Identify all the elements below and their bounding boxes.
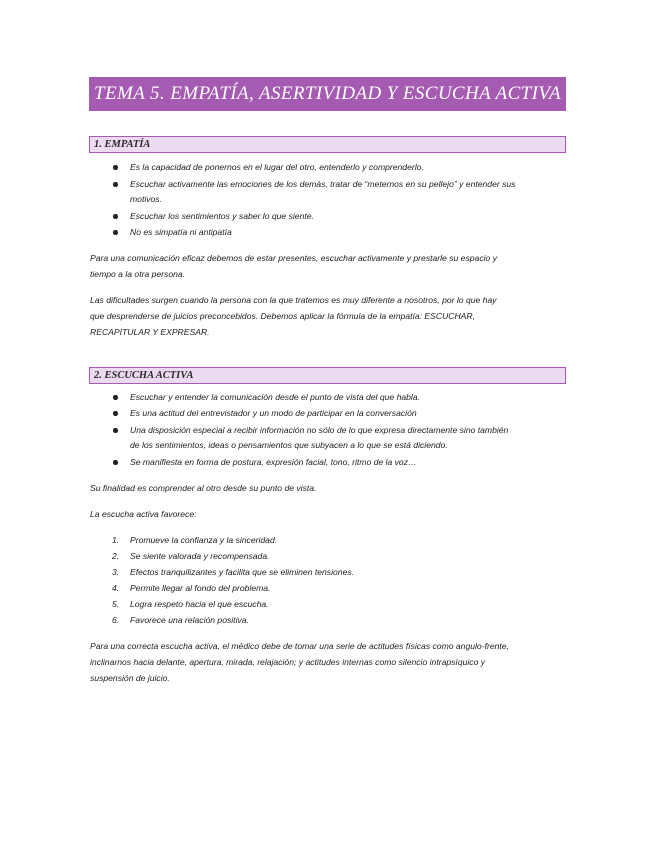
paragraph-line: suspensión de juicio. — [90, 673, 170, 683]
bullet — [113, 411, 118, 416]
list-item: Es una actitud del entrevistador y un modo de participar en la conversación — [130, 408, 417, 418]
list-item: Es la capacidad de ponernos en el lugar del otro, entenderlo y comprenderlo. — [130, 162, 424, 172]
list-number: 2. — [112, 551, 120, 561]
list-item: Escuchar los sentimientos y saber lo que siente. — [130, 211, 314, 221]
bullet — [113, 214, 118, 219]
paragraph-line: Las dificultades surgen cuando la persona con la que tratemos es muy diferente a nosotros, por lo que hay — [90, 295, 497, 305]
paragraph-line: RECAPITULAR Y EXPRESAR. — [90, 327, 210, 337]
paragraph-line: que desprenderse de juicios preconcebidos. Debemos aplicar la fórmula de la empatía: ESCUCHAR, — [90, 311, 476, 321]
numbered-item: Promueve la confianza y la sinceridad. — [130, 535, 278, 545]
paragraph-line: Para una correcta escucha activa, el médico debe de tomar una serie de actitudes físicas como angulo-frente, — [90, 641, 509, 651]
list-number: 1. — [112, 535, 120, 545]
bullet — [113, 460, 118, 465]
list-number: 4. — [112, 583, 120, 593]
bullet — [113, 182, 118, 187]
section-heading: 1. EMPATÍA — [94, 139, 151, 150]
numbered-item: Efectos tranquilizantes y facilita que se eliminen tensiones. — [130, 567, 355, 577]
section-header-escucha-activa — [89, 367, 566, 384]
list-number: 5. — [112, 599, 120, 609]
list-item: Escuchar activamente las emociones de los demás, tratar de “meternos en su pellejo” y entender sus — [130, 179, 516, 189]
paragraph-line: inclinarnos hacia delante, apertura, mirada, relajación; y actitudes internas como silencio intrapsíquico y — [90, 657, 486, 667]
paragraph-line: Su finalidad es comprender al otro desde su punto de vista. — [90, 483, 317, 493]
list-number: 6. — [112, 615, 120, 625]
bullet — [113, 395, 118, 400]
bullet — [113, 230, 118, 235]
list-item: No es simpatía ni antipatía — [130, 227, 232, 237]
list-item-continuation: motivos. — [130, 194, 162, 204]
page-title: TEMA 5. EMPATÍA, ASERTIVIDAD Y ESCUCHA ACTIVA — [94, 83, 561, 104]
paragraph-line: tiempo a la otra persona. — [90, 269, 186, 279]
title-banner — [89, 77, 566, 111]
list-item: Se manifiesta en forma de postura, expresión facial, tono, ritmo de la voz… — [130, 457, 417, 467]
numbered-item: Se siente valorada y recompensada. — [130, 551, 270, 561]
section-header-empatia — [89, 136, 566, 153]
list-item: Una disposición especial a recibir información no sólo de lo que expresa directamente sino también — [130, 425, 509, 435]
bullet — [113, 165, 118, 170]
paragraph-line: Para una comunicación eficaz debemos de estar presentes, escuchar activamente y prestarle su espacio y — [90, 253, 497, 263]
bullet — [113, 428, 118, 433]
list-item: Escuchar y entender la comunicación desde el punto de vista del que habla. — [130, 392, 420, 402]
list-item-continuation: de los sentimientos, ideas o pensamientos que subyacen a lo que se está diciendo. — [130, 440, 448, 450]
numbered-item: Favorece una relación positiva. — [130, 615, 249, 625]
numbered-item: Logra respeto hacia el que escucha. — [130, 599, 269, 609]
section-heading: 2. ESCUCHA ACTIVA — [94, 370, 194, 381]
numbered-item: Permite llegar al fondo del problema. — [130, 583, 271, 593]
list-number: 3. — [112, 567, 120, 577]
paragraph-line: La escucha activa favorece: — [90, 509, 197, 519]
